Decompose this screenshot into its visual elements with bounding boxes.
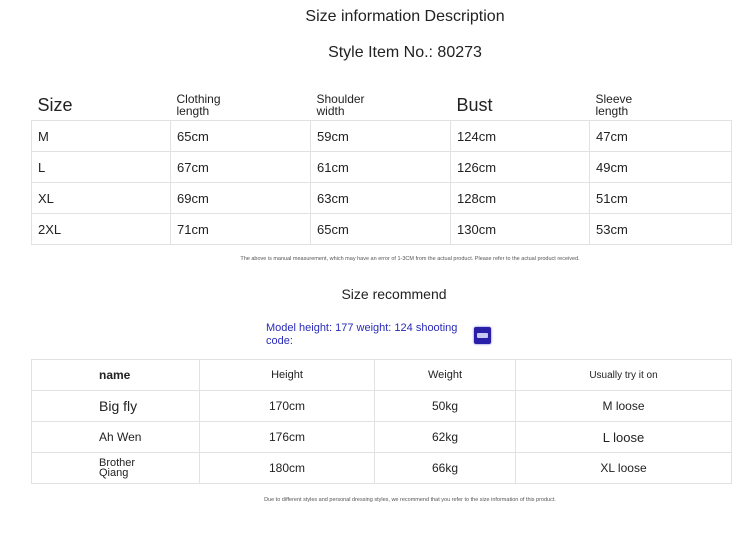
- size-recommend-title: Size recommend: [341, 286, 447, 302]
- bust-cell: 124cm: [451, 121, 590, 152]
- size-col-header: Size: [37, 95, 73, 115]
- bust-col-header: Bust: [456, 95, 493, 115]
- name-cell: Brother Qiang: [32, 453, 200, 484]
- clothing-length-cell: 71cm: [171, 214, 311, 245]
- shoulder-width-col-header: Shoulder width: [316, 92, 365, 118]
- weight-cell: 62kg: [375, 422, 516, 453]
- weight-col-header: Weight: [375, 360, 516, 391]
- size-table: [31, 88, 732, 245]
- recommend-table-header: [32, 360, 732, 391]
- table-row: [32, 422, 732, 453]
- clothing-length-cell: 65cm: [171, 121, 311, 152]
- shoulder-width-cell: 59cm: [311, 121, 451, 152]
- size-cell: L: [32, 152, 171, 183]
- height-cell: 170cm: [200, 391, 375, 422]
- measurement-note: The above is manual measurement, which may have an error of 1-3CM from the actual product. Please refer to the actual product received.: [240, 256, 580, 262]
- bust-cell: 128cm: [451, 183, 590, 214]
- page-title: Size information Description: [305, 8, 505, 25]
- sleeve-length-cell: 47cm: [590, 121, 732, 152]
- height-col-header: Height: [200, 360, 375, 391]
- sleeve-length-cell: 49cm: [590, 152, 732, 183]
- clothing-length-cell: 67cm: [171, 152, 311, 183]
- clothing-length-col-header: Clothing length: [176, 92, 221, 118]
- clothing-length-cell: 69cm: [171, 183, 311, 214]
- model-info: Model height: 177 weight: 124 shooting code:: [266, 322, 458, 347]
- height-cell: 176cm: [200, 422, 375, 453]
- size-table-header: [32, 88, 732, 121]
- table-row: [32, 121, 732, 152]
- name-col-header: name: [32, 360, 200, 391]
- name-cell: Ah Wen: [32, 422, 200, 453]
- sleeve-length-cell: 53cm: [590, 214, 732, 245]
- shoulder-width-cell: 63cm: [311, 183, 451, 214]
- bust-cell: 130cm: [451, 214, 590, 245]
- style-item-number: Style Item No.: 80273: [328, 44, 482, 61]
- sleeve-length-cell: 51cm: [590, 183, 732, 214]
- shoulder-width-cell: 65cm: [311, 214, 451, 245]
- size-recommend-table: [31, 359, 732, 484]
- sleeve-length-col-header: Sleeve length: [595, 92, 633, 118]
- fit-cell: XL loose: [516, 453, 732, 484]
- weight-cell: 66kg: [375, 453, 516, 484]
- bust-cell: 126cm: [451, 152, 590, 183]
- try-on-col-header: Usually try it on: [516, 360, 732, 391]
- size-cell: 2XL: [32, 214, 171, 245]
- table-row: [32, 152, 732, 183]
- size-cell: XL: [32, 183, 171, 214]
- fit-cell: L loose: [516, 422, 732, 453]
- size-cell: M: [32, 121, 171, 152]
- recommend-note: Due to different styles and personal dressing styles, we recommend that you refer to the size information of this product.: [264, 497, 556, 503]
- model-badge-icon: [474, 327, 491, 344]
- weight-cell: 50kg: [375, 391, 516, 422]
- table-row: [32, 391, 732, 422]
- table-row: [32, 453, 732, 484]
- table-row: [32, 183, 732, 214]
- name-cell: Big fly: [32, 391, 200, 422]
- height-cell: 180cm: [200, 453, 375, 484]
- fit-cell: M loose: [516, 391, 732, 422]
- table-row: [32, 214, 732, 245]
- shoulder-width-cell: 61cm: [311, 152, 451, 183]
